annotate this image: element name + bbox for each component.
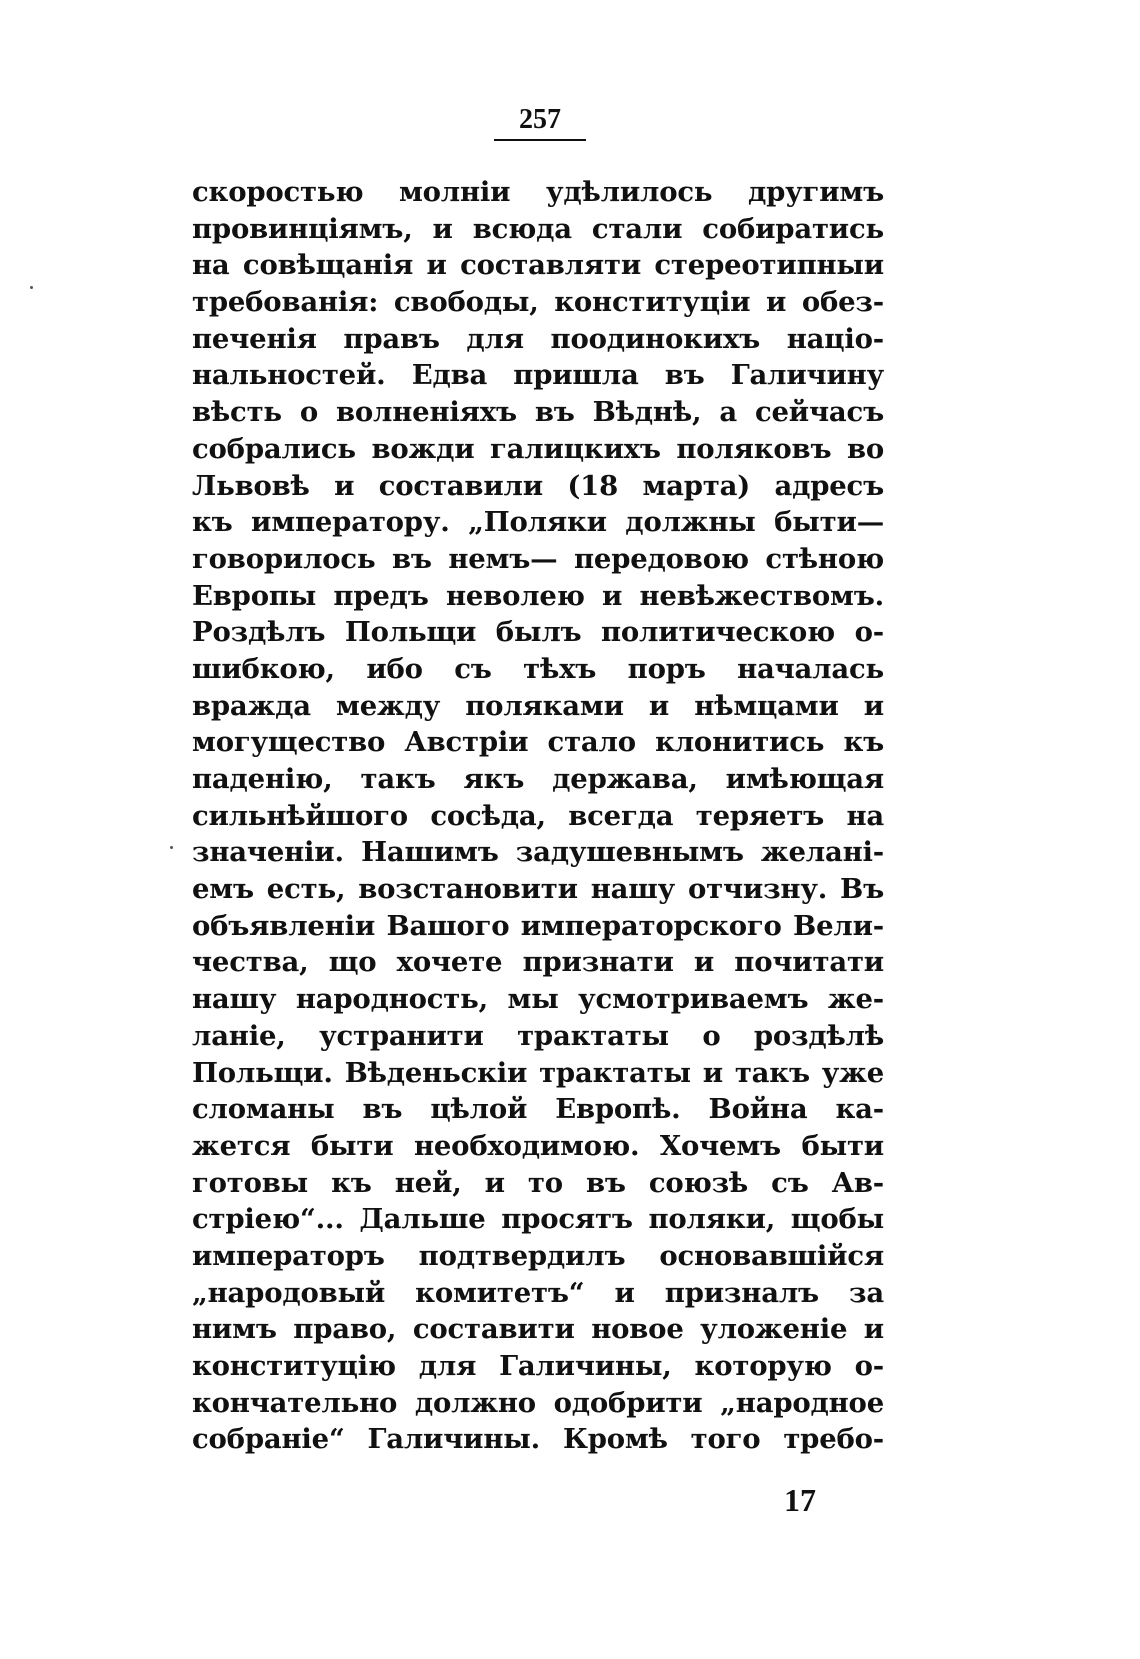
- text-line: провинціямъ, и всюда стали собиратись: [192, 212, 884, 245]
- text-line: нимъ право, составити новое уложеніе и: [192, 1313, 884, 1346]
- text-line: шибкою, ибо съ тѣхъ поръ началась: [192, 652, 884, 685]
- text-line: вѣсть о волненіяхъ въ Вѣднѣ, а сейчасъ: [192, 396, 884, 429]
- text-line: объявленіи Вашого императорского Вели-: [192, 909, 884, 942]
- text-line: Польщи. Вѣденьскіи трактаты и такъ уже: [192, 1056, 884, 1089]
- scan-speck: [170, 846, 173, 849]
- text-line: ланіе, устранити трактаты о роздѣлѣ: [192, 1019, 884, 1052]
- text-line: требованія: свободы, конституціи и обез-: [192, 286, 884, 319]
- text-line: скоростью молніи удѣлилось другимъ: [192, 176, 884, 208]
- text-line: готовы къ ней, и то въ союзѣ съ Ав-: [192, 1166, 884, 1199]
- text-line: нашу народность, мы усмотриваемъ же-: [192, 983, 884, 1016]
- body-text: [192, 174, 884, 1458]
- text-line: нальностей. Едва пришла въ Галичину: [192, 359, 884, 392]
- text-line: могущество Австріи стало клонитись къ: [192, 726, 884, 759]
- text-line: сильнѣйшого сосѣда, всегда теряетъ на: [192, 799, 884, 832]
- text-line: емъ есть, возстановити нашу отчизну. Въ: [192, 873, 884, 906]
- text-line: кончательно должно одобрити „народное: [192, 1386, 884, 1419]
- text-line: собрались вожди галицкихъ поляковъ во: [192, 432, 884, 465]
- text-line: Львовѣ и составили (18 марта) адресъ: [192, 469, 884, 502]
- text-line: стріею“... Дальше просятъ поляки, щобы: [192, 1203, 884, 1236]
- page-number-rule: [494, 139, 586, 141]
- signature-mark: 17: [784, 1482, 816, 1518]
- text-line: сломаны въ цѣлой Европѣ. Война ка-: [192, 1093, 884, 1126]
- text-line: на совѣщанія и составляти стереотипныи: [192, 249, 884, 282]
- text-line: говорилось въ немъ— передовою стѣною: [192, 542, 884, 575]
- text-line: значеніи. Нашимъ задушевнымъ желані-: [192, 836, 884, 869]
- text-line: императоръ подтвердилъ основавшійся: [192, 1239, 884, 1272]
- page-number: 257: [519, 104, 561, 135]
- text-line: „народовый комитетъ“ и призналъ за: [192, 1276, 884, 1309]
- text-line: жется быти необходимою. Хочемъ быти: [192, 1129, 884, 1162]
- text-line: собраніе“ Галичины. Кромѣ того требо-: [192, 1423, 884, 1456]
- text-line: вражда между поляками и нѣмцами и: [192, 689, 884, 722]
- scan-speck: [30, 286, 33, 289]
- text-line: конституцію для Галичины, которую о-: [192, 1350, 884, 1382]
- text-line: къ императору. „Поляки должны быти—: [192, 506, 884, 539]
- text-line: паденію, такъ якъ держава, имѣющая: [192, 763, 884, 795]
- text-line: чества, що хочете признати и почитати: [192, 946, 884, 979]
- text-line: Роздѣлъ Польщи былъ политическою о-: [192, 616, 884, 649]
- text-line: Европы предъ неволею и невѣжествомъ.: [192, 579, 884, 612]
- text-line: печенія правъ для поодинокихъ націо-: [192, 322, 884, 355]
